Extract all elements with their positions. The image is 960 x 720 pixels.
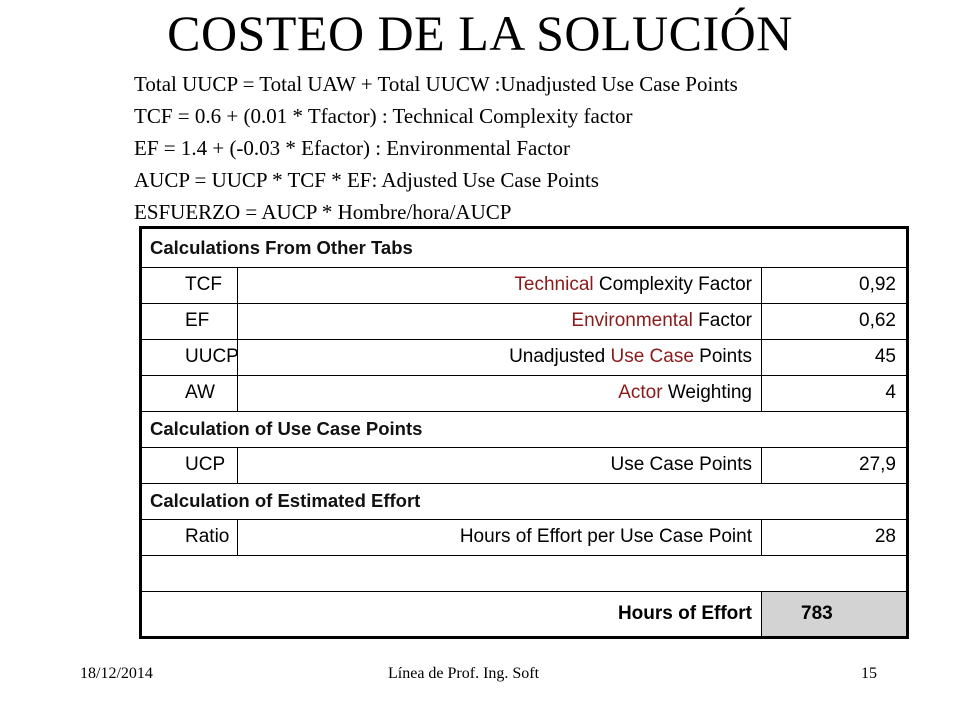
formula-list: [134, 68, 738, 228]
section-title: Calculation of Use Case Points: [150, 418, 423, 439]
formula-aucp: AUCP = UUCP * TCF * EF: Adjusted Use Case Points: [134, 168, 599, 192]
footer-course: Línea de Prof. Ing. Soft: [388, 665, 540, 682]
table-row-uucp: [142, 339, 906, 375]
row-description: Hours of Effort per Use Case Point: [459, 526, 752, 547]
desc-highlight: Use Case: [610, 346, 694, 367]
row-description: [237, 267, 761, 303]
desc-rest: Complexity Factor: [593, 274, 752, 295]
table-row-tcf: [142, 267, 906, 303]
grid-line: [142, 339, 906, 340]
desc-highlight: Technical: [514, 274, 594, 295]
total-value: 783: [761, 591, 906, 636]
grid-line: [142, 267, 906, 268]
grid-line: [761, 591, 762, 636]
row-value: 0,92: [859, 274, 896, 295]
footer-date: 18/12/2014: [80, 665, 153, 682]
formula-tcf: TCF = 0.6 + (0.01 * Tfactor) : Technical Complexity factor: [134, 104, 633, 128]
section-header-other-tabs: [142, 229, 906, 267]
table-row-aw: [142, 375, 906, 411]
grid-line: [142, 591, 906, 592]
section-title: Calculations From Other Tabs: [150, 237, 413, 258]
grid-line: [142, 375, 906, 376]
desc-rest: Factor: [692, 310, 752, 331]
row-value: 28: [874, 526, 896, 547]
grid-line: [237, 519, 238, 555]
row-code: TCF: [185, 274, 222, 295]
row-description: [237, 339, 761, 375]
section-header-effort: [142, 483, 906, 519]
row-value: 4: [885, 382, 896, 403]
effort-table: [139, 226, 909, 639]
formula-uucp: Total UUCP = Total UAW + Total UUCW :Unadjusted Use Case Points: [134, 72, 738, 96]
row-description: Use Case Points: [610, 454, 752, 475]
grid-line: [142, 519, 906, 520]
formula-ef: EF = 1.4 + (-0.03 * Efactor) : Environmental Factor: [134, 136, 570, 160]
grid-line: [237, 267, 238, 411]
desc-pre: Unadjusted: [509, 346, 611, 367]
row-code: AW: [185, 382, 215, 403]
row-code: UUCP: [185, 346, 239, 367]
table-row-total: [142, 591, 906, 636]
table-row-ucp: [142, 447, 906, 483]
grid-line: [142, 447, 906, 448]
grid-line: [761, 519, 762, 555]
grid-line: [761, 447, 762, 483]
total-label: Hours of Effort: [617, 602, 752, 624]
desc-highlight: Actor: [618, 382, 663, 403]
row-code: Ratio: [185, 526, 230, 547]
table-row-ratio: [142, 519, 906, 555]
grid-line: [237, 447, 238, 483]
row-value: 0,62: [859, 310, 896, 331]
grid-line: [142, 483, 906, 484]
desc-rest: Weighting: [662, 382, 752, 403]
row-description: [237, 375, 761, 411]
slide-title: COSTEO DE LA SOLUCIÓN: [167, 5, 793, 61]
row-value: 27,9: [859, 454, 896, 475]
formula-esfuerzo: ESFUERZO = AUCP * Hombre/hora/AUCP: [134, 200, 512, 224]
desc-post: Points: [693, 346, 752, 367]
table-row-ef: [142, 303, 906, 339]
grid-line: [142, 411, 906, 412]
row-value: 45: [874, 346, 896, 367]
row-code: EF: [185, 310, 210, 331]
row-code: UCP: [185, 454, 226, 475]
desc-highlight: Environmental: [571, 310, 693, 331]
grid-line: [761, 267, 762, 411]
grid-line: [142, 303, 906, 304]
grid-line: [142, 555, 906, 556]
row-description: [237, 303, 761, 339]
section-header-ucp: [142, 411, 906, 447]
section-title: Calculation of Estimated Effort: [150, 490, 421, 511]
footer-page-number: 15: [861, 665, 877, 682]
